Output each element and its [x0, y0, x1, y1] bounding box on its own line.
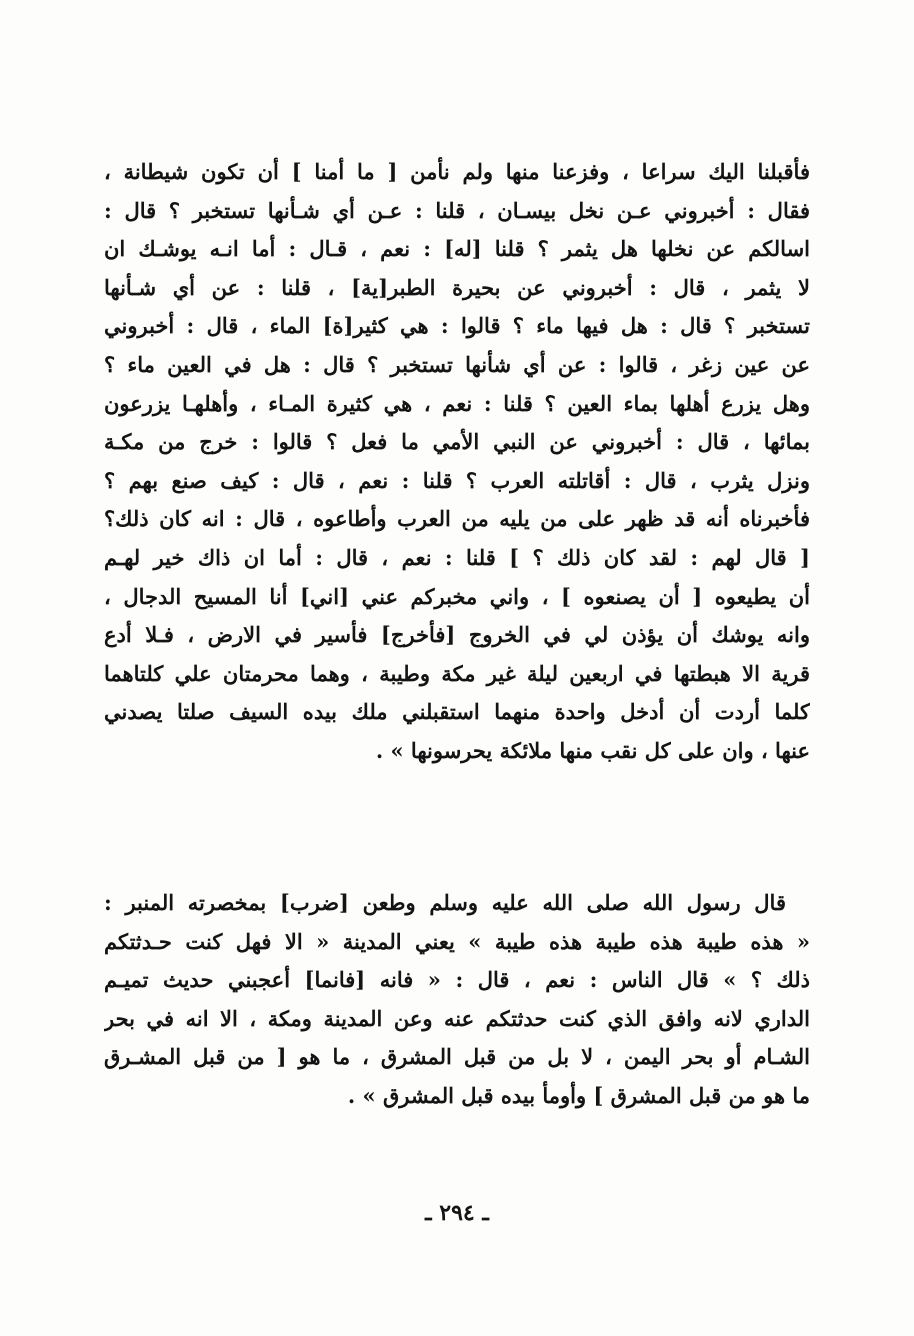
text-line: « هذه طيبة هذه طيبة هذه طيبة » يعني المدينة « الا فهل كنت حـدثتكم	[104, 928, 810, 954]
text-line: أن يطيعوه [ أن يصنعوه ] ، واني مخبركم عني [اني] أنا المسيح الدجال ،	[104, 583, 810, 609]
text-line: فقال : أخبروني عـن نخل بيسـان ، قلنا : عـن أي شـأنها تستخبر ؟ قال :	[104, 197, 810, 223]
text-line: ما هو من قبل المشرق ] وأومأ بيده قبل المشرق » .	[347, 1082, 810, 1108]
text-line: فأقبلنا اليك سراعا ، وفزعنا منها ولم نأمن [ ما أمنا ] أن تكون شيطانة ،	[104, 159, 810, 184]
text-line: الشـام أو بحر اليمن ، لا بل من قبل المشرق ، ما هو [ من قبل المشـرق	[104, 1044, 810, 1070]
text-line: عن عين زغر ، قالوا : عن أي شأنها تستخبر ؟ قال : هل في العين ماء ؟	[104, 351, 810, 377]
text-line: ونزل يثرب ، قال : أقاتلته العرب ؟ قلنا : نعم ، قال : كيف صنع بهم ؟	[104, 467, 810, 493]
text-line: تستخبر ؟ قال : هل فيها ماء ؟ قالوا : هي كثير[ة] الماء ، قال : أخبروني	[104, 313, 810, 339]
text-line: قال رسول الله صلى الله عليه وسلم وطعن [ضرب] بمخصرته المنبر :	[104, 890, 786, 915]
text-line: بمائها ، قال : أخبروني عن النبي الأمي ما فعل ؟ قالوا : خرج من مكـة	[104, 429, 810, 455]
text-line: قرية الا هبطتها في اربعين ليلة غير مكة وطيبة ، وهما محرمتان علي كلتاهما	[104, 660, 810, 686]
text-line: عنها ، وان على كل نقب منها ملائكة يحرسونها » .	[375, 737, 810, 763]
text-line: الداري لانه وافق الذي كنت حدثتكم عنه وعن المدينة ومكة ، الا انه في بحر	[104, 1005, 810, 1031]
page-number: ـ ٢٩٤ ـ	[425, 1200, 489, 1226]
text-line: [ قال لهم : لقد كان ذلك ؟ ] قلنا : نعم ، قال : أما ان ذاك خير لهـم	[104, 544, 810, 570]
paragraph-2	[104, 884, 810, 1116]
text-line: لا يثمر ، قال : أخبروني عن بحيرة الطبر[ية] ، قلنا : عن أي شـأنها	[104, 274, 810, 300]
paragraph-1	[104, 153, 810, 771]
text-line: اسالكم عن نخلها هل يثمر ؟ قلنا [له] : نعم ، قـال : أما انـه يوشـك ان	[104, 236, 810, 262]
text-line: وانه يوشك أن يؤذن لي في الخروج [فأخرج] فأسير في الارض ، فـلا أدع	[104, 622, 810, 648]
text-line: وهل يزرع أهلها بماء العين ؟ قلنا : نعم ، هي كثيرة المـاء ، وأهلهـا يزرعون	[104, 390, 810, 416]
text-line: ذلك ؟ » قال الناس : نعم ، قال : « فانه [فانما] أعجبني حديث تميـم	[104, 967, 810, 993]
text-line: فأخبرناه أنه قد ظهر على من يليه من العرب وأطاعوه ، قال : انه كان ذلك؟	[104, 506, 810, 532]
text-line: كلما أردت أن أدخل واحدة منهما استقبلني ملك بيده السيف صلتا يصدني	[104, 699, 810, 725]
